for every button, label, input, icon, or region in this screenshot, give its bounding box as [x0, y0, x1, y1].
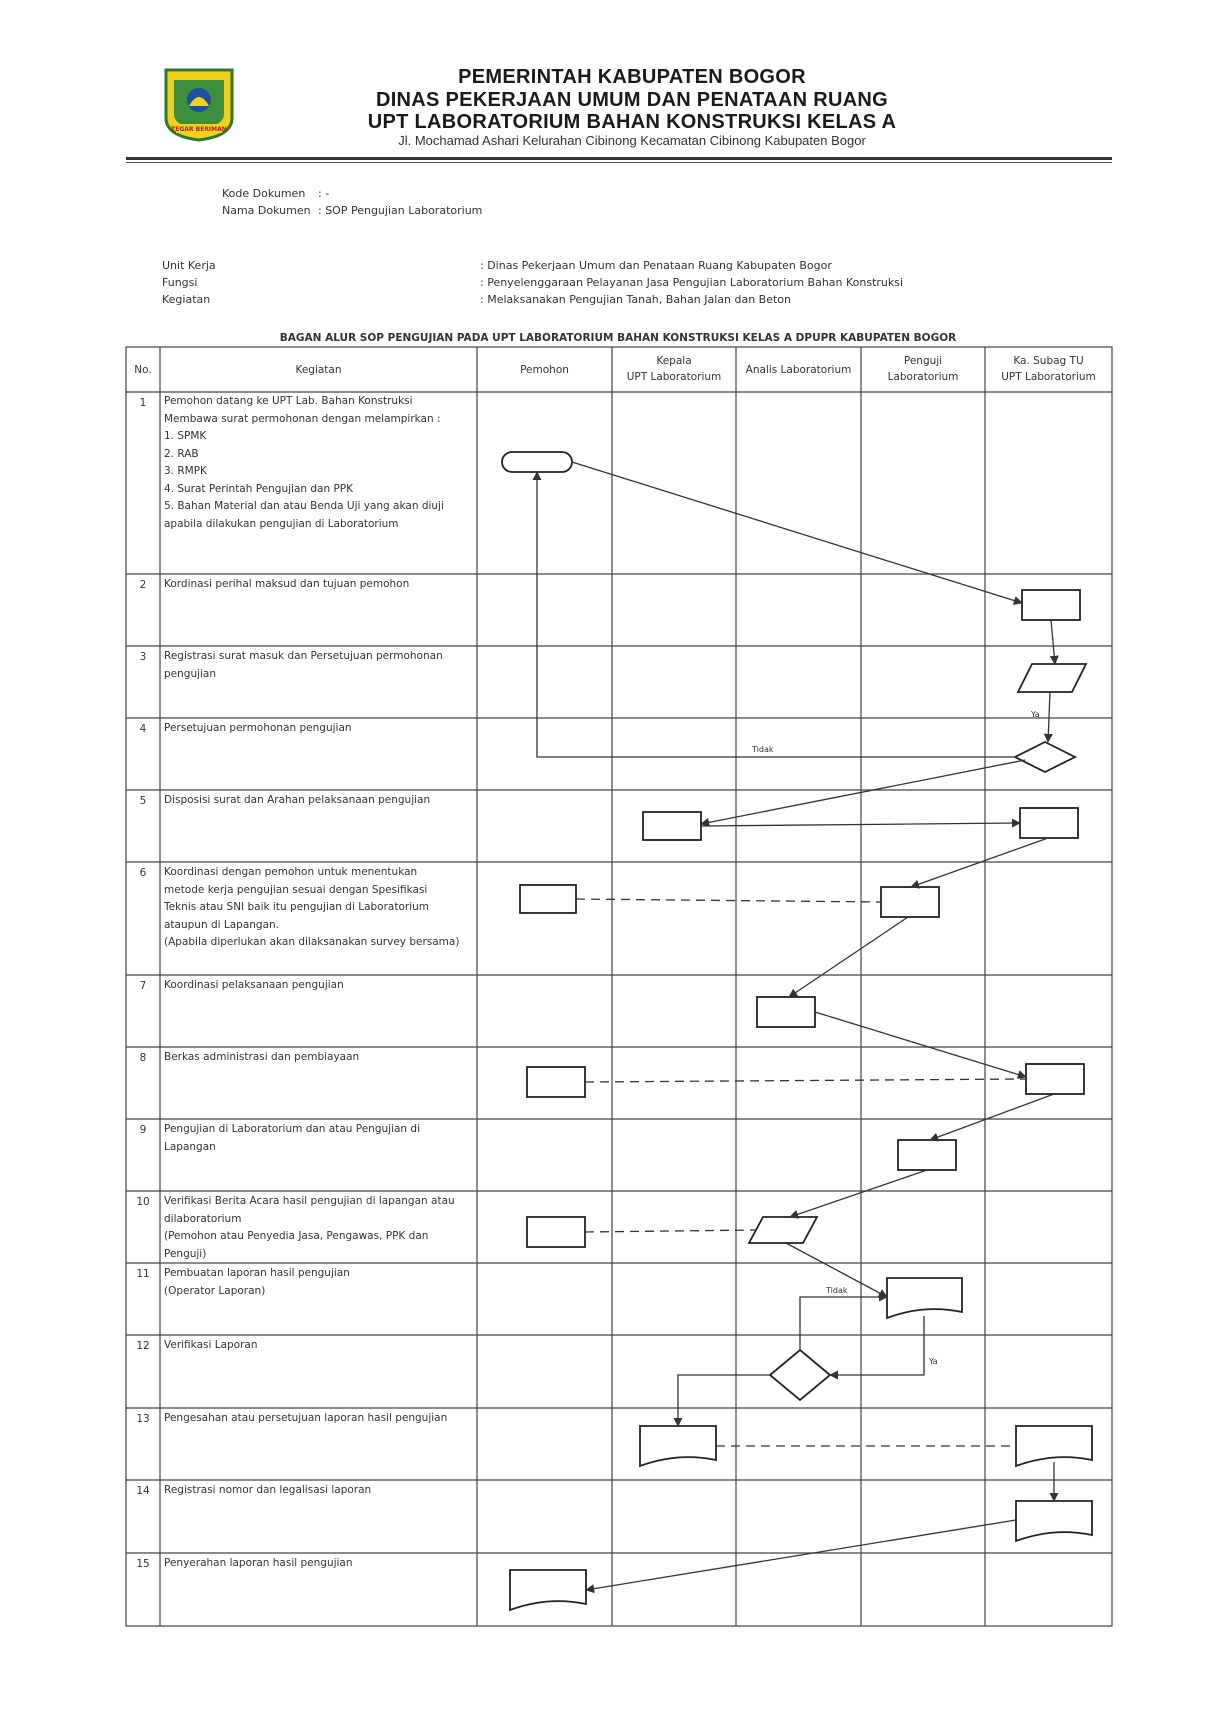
kode-dokumen-value: : - [318, 187, 330, 200]
row-9-line: Pengujian di Laboratorium dan atau Pengujian di [164, 1123, 420, 1135]
row-11-line: (Operator Laporan) [164, 1284, 266, 1297]
row-4-line: Persetujuan permohonan pengujian [164, 722, 352, 734]
document-kasubag-r13 [1016, 1426, 1092, 1466]
col-header-analis: Analis Laboratorium [745, 364, 852, 376]
row-10-line: dilaboratorium [164, 1212, 242, 1225]
row-14-line: Registrasi nomor dan legalisasi laporan [164, 1484, 372, 1496]
flow-3-4 [1048, 692, 1050, 742]
fungsi-label: Fungsi [162, 276, 198, 289]
flow-8-dashed [585, 1079, 1026, 1082]
row-activity-9 [164, 1121, 420, 1156]
row-activity-14 [164, 1482, 371, 1500]
process-kasubag-r2 [1022, 590, 1080, 620]
unit-kerja-label: Unit Kerja [162, 259, 216, 272]
header-address: Jl. Mochamad Ashari Kelurahan Cibinong Kecamatan Cibinong Kabupaten Bogor [398, 133, 866, 148]
col-header-kepala [612, 353, 736, 385]
row-1-line: 3. RMPK [164, 465, 207, 477]
row-activity-6 [164, 864, 459, 952]
row-15-line: Penyerahan laporan hasil pengujian [164, 1557, 353, 1569]
label-tidak-2: Tidak [826, 1286, 848, 1295]
col-header-penguji-line1: Penguji [903, 355, 943, 367]
io-analis-r10 [749, 1217, 817, 1243]
row-1-line: 4. Surat Perintah Pengujian dan PPK [164, 482, 354, 495]
row-activity-12 [164, 1337, 258, 1355]
row-number-2: 2 [139, 579, 147, 591]
process-kasubag-r5 [1020, 808, 1078, 838]
col-header-kasubag-line2: UPT Laboratorium [1001, 371, 1096, 383]
row-number-15: 15 [136, 1558, 150, 1570]
row-number-9: 9 [139, 1124, 147, 1136]
col-header-pemohon: Pemohon [520, 364, 569, 376]
io-kasubag-r3 [1018, 664, 1086, 692]
kode-dokumen-label: Kode Dokumen [222, 187, 306, 200]
process-pemohon-r10 [527, 1217, 585, 1247]
row-5-line: Disposisi surat dan Arahan pelaksanaan pengujian [164, 794, 431, 806]
row-1-line: apabila dilakukan pengujian di Laboratorium [164, 517, 399, 530]
row-activity-1 [164, 393, 444, 533]
decision-r12 [770, 1350, 830, 1400]
row-10-line: Verifikasi Berita Acara hasil pengujian di lapangan atau [164, 1195, 455, 1207]
row-activity-4 [164, 720, 352, 738]
document-pemohon-r15 [510, 1570, 586, 1610]
row-6-line: Koordinasi dengan pemohon untuk menentukan [164, 866, 418, 878]
row-3-line: pengujian [164, 667, 217, 680]
row-activity-7 [164, 977, 344, 995]
row-number-13: 13 [136, 1413, 150, 1425]
label-ya-1: Ya [1031, 710, 1040, 719]
col-header-penguji-line2: Laboratorium [887, 371, 959, 383]
flow-10-dashed [585, 1230, 756, 1232]
label-tidak-1: Tidak [752, 745, 774, 754]
col-header-kasubag [985, 353, 1112, 385]
start-terminator [502, 452, 572, 472]
row-1-line: Membawa surat permohonan dengan melampirkan : [164, 412, 441, 425]
col-header-no: No. [134, 364, 152, 376]
process-kepala-r5 [643, 812, 701, 840]
row-3-line: Registrasi surat masuk dan Persetujuan permohonan [164, 650, 443, 662]
nama-dokumen-label: Nama Dokumen [222, 204, 311, 217]
kegiatan-value: : Melaksanakan Pengujian Tanah, Bahan Jalan dan Beton [480, 293, 792, 306]
row-number-5: 5 [139, 795, 147, 807]
flow-4-reject [537, 472, 1015, 757]
row-activity-10 [164, 1193, 455, 1263]
row-1-line: 2. RAB [164, 447, 199, 460]
flow-9-10 [790, 1170, 927, 1217]
document-kasubag-r14 [1016, 1501, 1092, 1541]
row-1-line: 1. SPMK [164, 430, 207, 442]
row-activity-8 [164, 1049, 359, 1067]
nama-dokumen-value: : SOP Pengujian Laboratorium [318, 204, 483, 217]
kegiatan-label: Kegiatan [162, 293, 211, 306]
row-number-11: 11 [136, 1268, 150, 1280]
row-9-line: Lapangan [164, 1140, 216, 1153]
row-activity-11 [164, 1265, 350, 1300]
row-10-line: Penguji) [164, 1247, 207, 1260]
process-analis-r7 [757, 997, 815, 1027]
row-12-line: Verifikasi Laporan [164, 1339, 258, 1351]
flow-4-5 [701, 760, 1025, 824]
row-activity-13 [164, 1410, 447, 1428]
row-1-line: Pemohon datang ke UPT Lab. Bahan Konstruksi [164, 395, 413, 407]
row-activity-5 [164, 792, 430, 810]
row-number-1: 1 [139, 397, 147, 409]
row-1-line: 5. Bahan Material dan atau Benda Uji yang akan diuji [164, 500, 444, 512]
row-number-7: 7 [139, 980, 147, 992]
row-number-10: 10 [136, 1196, 150, 1208]
row-13-line: Pengesahan atau persetujuan laporan hasil pengujian [164, 1412, 448, 1424]
document-kepala-r13 [640, 1426, 716, 1466]
decision-r4 [1015, 742, 1075, 772]
flow-8-9 [930, 1094, 1054, 1140]
row-11-line: Pembuatan laporan hasil pengujian [164, 1267, 350, 1279]
row-number-14: 14 [136, 1485, 150, 1497]
process-penguji-r6 [881, 887, 939, 917]
row-2-line: Kordinasi perihal maksud dan tujuan pemohon [164, 578, 410, 590]
flow-6-dashed [576, 899, 881, 902]
header-government: PEMERINTAH KABUPATEN BOGOR [458, 66, 806, 88]
row-activity-3 [164, 648, 443, 683]
process-pemohon-r6 [520, 885, 576, 913]
process-penguji-r9 [898, 1140, 956, 1170]
row-number-3: 3 [139, 651, 147, 663]
unit-kerja-value: : Dinas Pekerjaan Umum dan Penataan Ruang Kabupaten Bogor [480, 259, 832, 272]
process-pemohon-r8 [527, 1067, 585, 1097]
flow-7-8 [815, 1012, 1026, 1077]
flow-14-15 [586, 1520, 1016, 1590]
flow-12-13 [678, 1375, 770, 1426]
col-header-kegiatan: Kegiatan [295, 364, 342, 376]
header-unit: UPT LABORATORIUM BAHAN KONSTRUKSI KELAS A [367, 111, 897, 133]
process-kasubag-r8 [1026, 1064, 1084, 1094]
row-activity-15 [164, 1555, 353, 1573]
row-number-6: 6 [139, 867, 147, 879]
col-header-kasubag-line1: Ka. Subag TU [1013, 355, 1084, 367]
row-activity-2 [164, 576, 409, 594]
label-ya-2: Ya [929, 1357, 938, 1366]
row-6-line: metode kerja pengujian sesuai dengan Spesifikasi [164, 883, 428, 896]
row-6-line: (Apabila diperlukan akan dilaksanakan survey bersama) [164, 936, 460, 948]
flow-6-7 [789, 917, 908, 997]
row-number-4: 4 [139, 723, 147, 735]
flow-12-reject [800, 1297, 887, 1350]
row-number-12: 12 [136, 1340, 150, 1352]
row-6-line: ataupun di Lapangan. [164, 918, 280, 931]
col-header-kepala-line2: UPT Laboratorium [626, 371, 722, 383]
row-number-8: 8 [139, 1052, 147, 1064]
fungsi-value: : Penyelenggaraan Pelayanan Jasa Pengujian Laboratorium Bahan Konstruksi [480, 276, 904, 289]
row-10-line: (Pemohon atau Penyedia Jasa, Pengawas, PPK dan [164, 1230, 429, 1242]
flowchart-title: BAGAN ALUR SOP PENGUJIAN PADA UPT LABORATORIUM BAHAN KONSTRUKSI KELAS A DPUPR KABUPATEN BOGOR [279, 332, 957, 344]
col-header-penguji [861, 353, 985, 385]
document-penguji-r11 [887, 1278, 962, 1318]
flow-2-3 [1051, 620, 1055, 664]
flow-1-2 [572, 462, 1022, 603]
row-8-line: Berkas administrasi dan pembiayaan [164, 1051, 360, 1063]
row-6-line: Teknis atau SNI baik itu pengujian di Laboratorium [164, 901, 430, 913]
flow-11-12 [830, 1316, 924, 1375]
header-agency: DINAS PEKERJAAN UMUM DAN PENATAAN RUANG [375, 89, 889, 111]
row-7-line: Koordinasi pelaksanaan pengujian [164, 979, 344, 991]
col-header-kepala-line1: Kepala [656, 355, 692, 367]
logo-motto: TEGAR BERIMAN [171, 126, 227, 133]
